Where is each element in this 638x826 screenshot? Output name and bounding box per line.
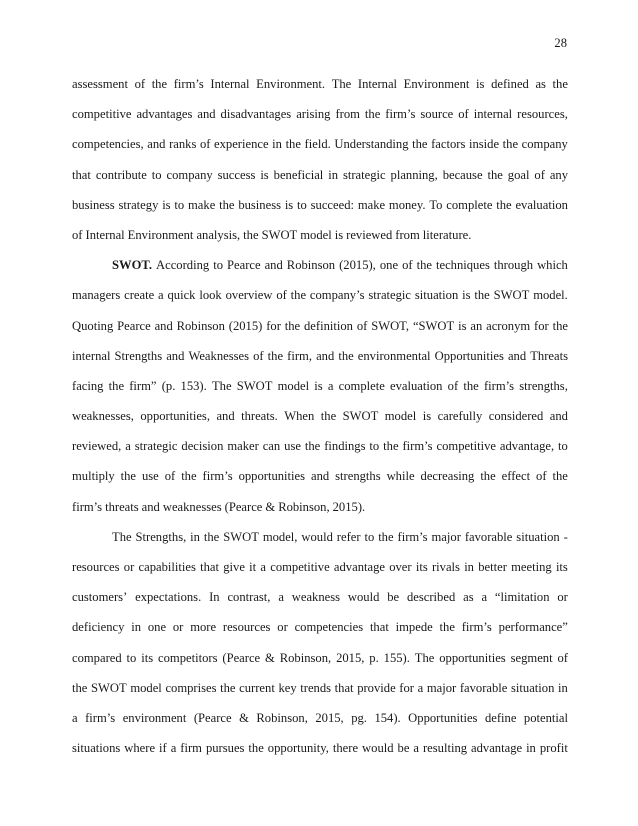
text-line: assessment of the firm’s Internal Environment. The Internal Environment is defined as the bbox=[72, 77, 568, 91]
text-line: situations where if a firm pursues the opportunity, there would be a resulting advantage in profit bbox=[72, 741, 568, 756]
text-line: of Internal Environment analysis, the SWOT model is reviewed from literature. bbox=[72, 227, 472, 242]
text-line: a firm’s environment (Pearce & Robinson, 2015, pg. 154). Opportunities define potential bbox=[72, 710, 568, 725]
text-line: Quoting Pearce and Robinson (2015) for the definition of SWOT, “SWOT is an acronym for the bbox=[72, 318, 568, 333]
text-line: weaknesses, opportunities, and threats. When the SWOT model is carefully considered and bbox=[72, 409, 568, 424]
text-line: customers’ expectations. In contrast, a weakness would be described as a “limitation or bbox=[72, 590, 568, 605]
page-number: 28 bbox=[554, 36, 567, 50]
text-line: that contribute to company success is beneficial in strategic planning, because the goal of any bbox=[72, 167, 568, 182]
body-text bbox=[72, 69, 568, 763]
text-line: internal Strengths and Weaknesses of the firm, and the environmental Opportunities and Threats bbox=[72, 348, 568, 363]
text-line: the SWOT model comprises the current key trends that provide for a major favorable situation in bbox=[72, 680, 568, 695]
text-line: compared to its competitors (Pearce & Robinson, 2015, p. 155). The opportunities segment of bbox=[72, 650, 568, 665]
text-line: business strategy is to make the business is to succeed: make money. To complete the evaluation bbox=[72, 197, 568, 212]
text-line: reviewed, a strategic decision maker can use the findings to the firm’s competitive advantage, to bbox=[72, 439, 568, 454]
text-line: resources or capabilities that give it a competitive advantage over its rivals in better meeting its bbox=[72, 560, 568, 574]
text-line: SWOT. According to Pearce and Robinson (2015), one of the techniques through which bbox=[72, 250, 568, 280]
text-line: multiply the use of the firm’s opportunities and strengths while decreasing the effect of the bbox=[72, 469, 568, 484]
text-line: competitive advantages and disadvantages arising from the firm’s source of internal resources, bbox=[72, 107, 568, 122]
text-line: facing the firm” (p. 153). The SWOT model is a complete evaluation of the firm’s strengths, bbox=[72, 378, 568, 393]
text-line: managers create a quick look overview of the company’s strategic situation is the SWOT model. bbox=[72, 288, 568, 303]
text-line: The Strengths, in the SWOT model, would refer to the firm’s major favorable situation - bbox=[112, 529, 568, 544]
section-heading: SWOT. bbox=[112, 258, 153, 273]
text-line: competencies, and ranks of experience in the field. Understanding the factors inside the company bbox=[72, 137, 568, 152]
text-line: deficiency in one or more resources or competencies that impede the firm’s performance” bbox=[72, 620, 568, 635]
text-line: firm’s threats and weaknesses (Pearce & Robinson, 2015). bbox=[72, 499, 366, 514]
